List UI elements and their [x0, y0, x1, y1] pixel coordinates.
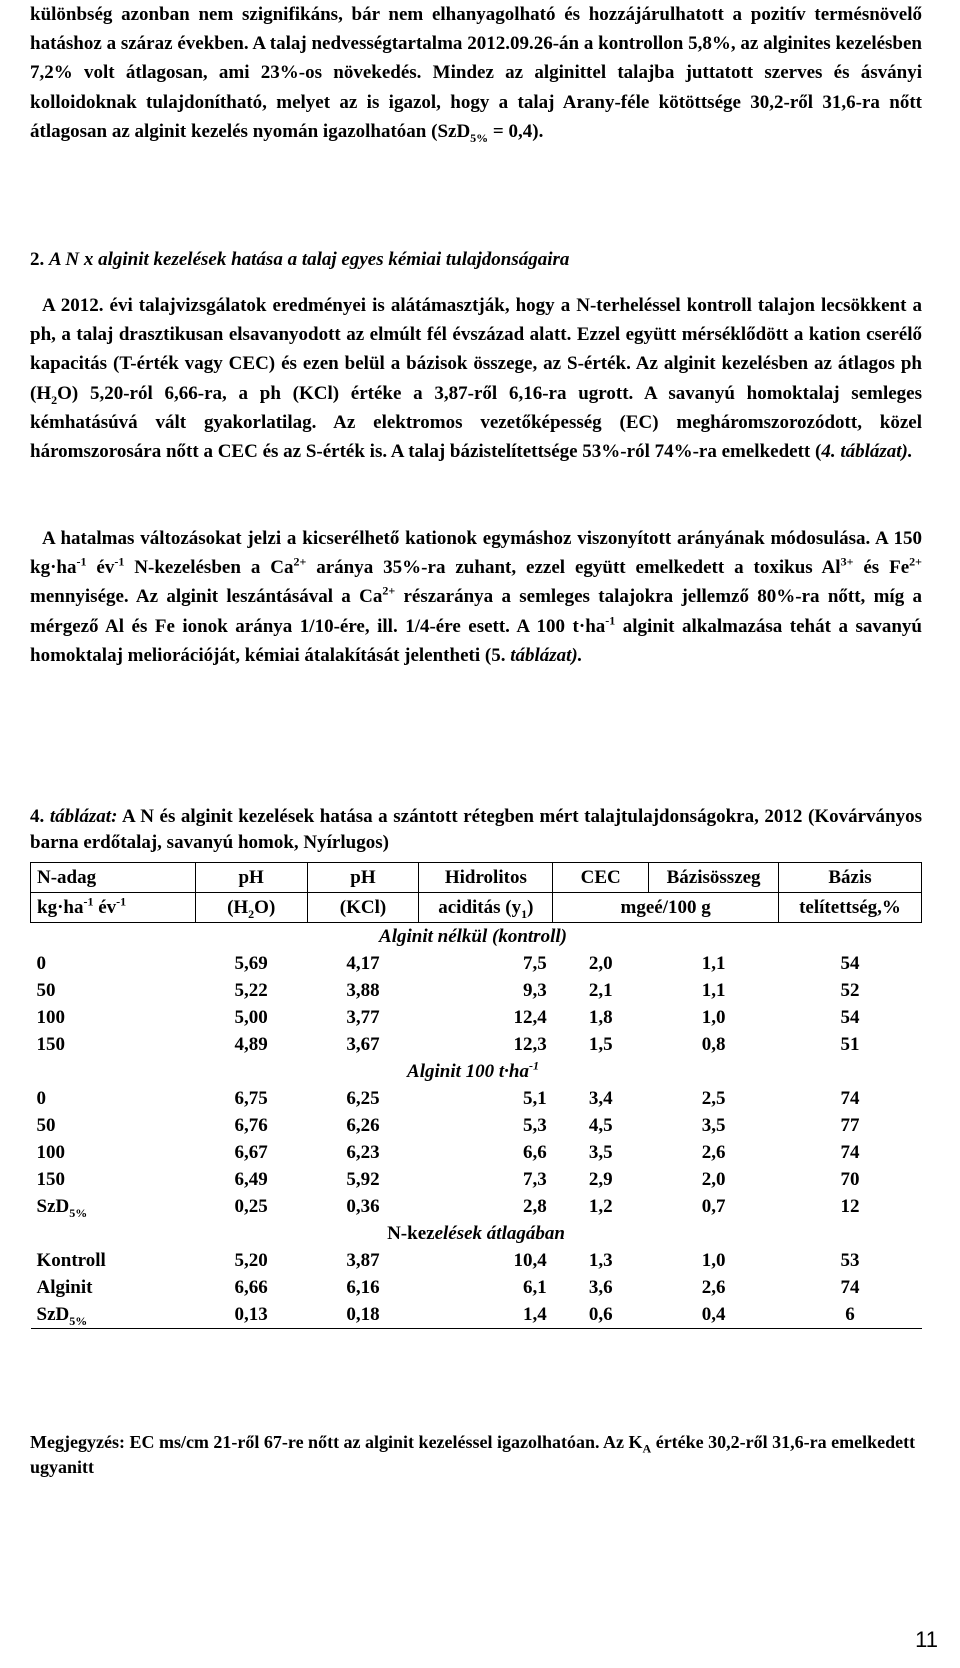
header-ph-h2o: pH — [195, 863, 307, 893]
header-cec: CEC — [553, 863, 649, 893]
table-row: Kontroll 5,20 3,87 10,4 1,3 1,0 53 — [36, 1250, 860, 1271]
table-row: 0 5,69 4,17 7,5 2,0 1,1 54 — [36, 953, 860, 974]
header-ph-kcl: pH — [307, 863, 419, 893]
table-row: 150 6,49 5,92 7,3 2,9 2,0 70 — [36, 1169, 860, 1190]
table-row: 50 6,76 6,26 5,3 4,5 3,5 77 — [36, 1115, 860, 1136]
table-caption: 4. táblázat: A N és alginit kezelések hatása a szántott rétegben mért talajtulajdonságokra, 2012 (Kovárványos barna erdőtalaj, savanyú homok, Nyírlugos) — [30, 806, 923, 853]
header-kcl: (KCl) — [307, 893, 419, 923]
header-saturation: telítettség,% — [779, 893, 922, 923]
header-acidity: aciditás $(y_1)$ — [419, 893, 553, 923]
header-unit-kgha: $kg\cdot ha^{-1}$ $év^{-1}$ — [31, 893, 196, 923]
paragraph-cation-ratios: A hatalmas változásokat jelzi a kicserélhető kationok egymáshoz viszonyított arányának módosulása. A 150 $kg\cdot ha^{-1}$ $év^{-1}$ N-kezelésben a $Ca^{2+}$ aránya 35%-ra zuhant, ezzel együtt emelkedett a toxikus $Al^{3+}$ és $Fe^{2+}$ mennyisége. Az alginit leszántásával a $Ca^{2+}$ részaránya a semleges talajokra jellemző 80%-ra nőtt, míg a mérgező Al és Fe ionok aránya 1/10-ére, ill. 1/4-ére esett. A 100 $t\cdot ha^{-1}$ alginit alkalmazása tehát a savanyú homoktalaj meliorációját, kémiai átalakítását jelentheti (5. táblázat). — [30, 528, 922, 666]
page-number: 11 — [915, 1627, 938, 1652]
paragraph-ph-changes: A 2012. évi talajvizsgálatok eredményei is alátámasztják, hogy a N-terheléssel kontroll talajon lecsökkent a ph, a talaj drasztikusan elsavanyodott az elmúlt fél évszázad alatt. Ezzel együtt mérséklődött a kation cserélő kapacitás (T-érték vagy CEC) és ezen belül a bázisok összege, az S-érték. Az alginit kezelésben az átlagos ph $(H_2O)$ 5,20-ról 6,66-ra, a ph (KCl) értéke a 3,87-ről 6,16-ra ugrott. A savanyú homoktalaj semleges kémhatásúvá vált gyakorlatilag. Az elektromos vezetőképesség (EC) megháromszorozódott, közel háromszorosára nőtt a CEC és az S-érték is. A talaj bázistelítettsége 53%-ról 74%-ra emelkedett (4. táblázat). — [30, 295, 922, 463]
header-hydrolytic: Hidrolitos — [419, 863, 553, 893]
header-base-sat: Bázis — [779, 863, 922, 893]
header-base-sum: Bázisösszeg — [649, 863, 779, 893]
section-row-average: N-kezelések átlagában — [387, 1223, 565, 1244]
soil-properties-table — [30, 862, 922, 1329]
table-row: 100 6,67 6,23 6,6 3,5 2,6 74 — [36, 1142, 860, 1163]
table-row: Alginit 6,66 6,16 6,1 3,6 2,6 74 — [36, 1277, 860, 1298]
table-row: 100 5,00 3,77 12,4 1,8 1,0 54 — [36, 1007, 860, 1028]
table-row: 0 6,75 6,25 5,1 3,4 2,5 74 — [36, 1088, 860, 1109]
section-row-alginit: Alginit 100 $t\cdot ha^{-1}$ — [407, 1058, 539, 1082]
table-row: 50 5,22 3,88 9,3 2,1 1,1 52 — [36, 980, 860, 1001]
header-h2o: $(H_2O)$ — [195, 893, 307, 923]
table-row-lsd: SzD$_{5\%}$ 0,25 0,36 2,8 1,2 0,7 12 — [36, 1196, 860, 1220]
table-row-lsd: SzD$_{5\%}$ 0,13 0,18 1,4 0,6 0,4 6 — [31, 1301, 922, 1329]
section-heading: 2. A N x alginit kezelések hatása a talaj egyes kémiai tulajdonságaira — [30, 249, 570, 270]
table-row: 150 4,89 3,67 12,3 1,5 0,8 51 — [36, 1034, 860, 1055]
table-note: Megjegyzés: EC ms/cm 21-ről 67-re nőtt az alginit kezeléssel igazolhatóan. Az $K_A$ értéke 30,2-ről 31,6-ra emelkedett ugyanitt — [30, 1432, 916, 1477]
header-mgee: mgeé/100 g — [553, 893, 779, 923]
intro-paragraph: különbség azonban nem szignifikáns, bár nem elhanyagolható és hozzájárulhatott a pozitív termésnövelő hatáshoz a száraz években. A talaj nedvességtartalma 2012.09.26-án a kontrollon 5,8%, az alginites kezelésben 7,2% volt átlagosan, ami 23%-os növekedés. Mindez az alginittel talajba juttatott szerves és ásványi kolloidoknak tulajdonítható, melyet az is igazol, hogy a talaj Arany-féle kötöttsége 30,2-ről 31,6-ra nőtt átlagosan az alginit kezelés nyomán igazolhatóan (SzD$_{5\%}$ = 0,4). — [30, 4, 922, 145]
section-row-control: Alginit nélkül (kontroll) — [379, 926, 567, 947]
header-n-dose: N-adag — [31, 863, 196, 893]
